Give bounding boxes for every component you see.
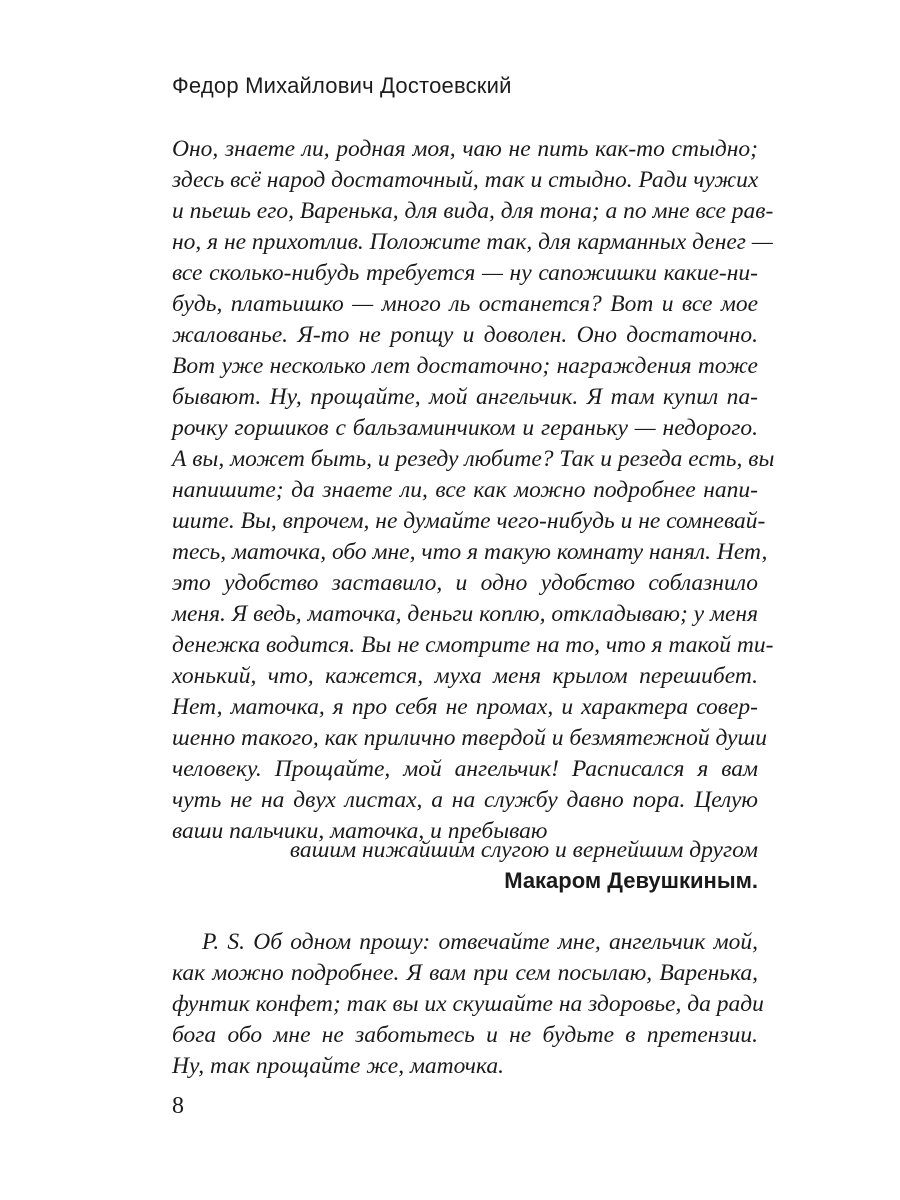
text-line: Оно, знаете ли, родная моя, чаю не пить как-то стыдно;	[172, 136, 758, 162]
text-line: здесь всё народ достаточный, так и стыдно. Ради чужих	[172, 167, 759, 193]
text-line: шите. Вы, впрочем, не думайте чего-нибудь и не сомневай-	[172, 508, 766, 534]
text-line: P. S. Об одном прошу: отвечайте мне, ангельчик мой,	[202, 929, 758, 955]
text-line: чуть не на двух листах, а на службу давно пора. Целую	[172, 787, 758, 813]
text-line: Ну, так прощайте же, маточка.	[172, 1053, 505, 1079]
text-line: хонький, что, кажется, муха меня крылом перешибет.	[172, 663, 758, 689]
text-line: как можно подробнее. Я вам при сем посылаю, Варенька,	[172, 960, 758, 986]
postscript	[172, 927, 764, 1082]
letter-body	[172, 134, 775, 847]
text-line: все сколько-нибудь требуется — ну сапожишки какие-ни-	[172, 260, 758, 286]
running-head-author: Федор Михайлович Достоевский	[172, 73, 512, 98]
text-line: бога обо мне не заботьтесь и не будьте в претензии.	[172, 1022, 758, 1048]
text-line: бывают. Ну, прощайте, мой ангельчик. Я там купил па-	[172, 384, 758, 410]
text-line: человеку. Прощайте, мой ангельчик! Расписался я вам	[172, 756, 758, 782]
text-line: Вот уже несколько лет достаточно; награждения тоже	[172, 353, 758, 379]
text-line: напишите; да знаете ли, все как можно подробнее напи-	[172, 477, 758, 503]
page-number: 8	[172, 1093, 184, 1119]
text-line: и пьешь его, Варенька, для вида, для тона; а по мне все рав-	[172, 198, 774, 224]
text-line: денежка водится. Вы не смотрите на то, что я такой ти-	[172, 632, 774, 658]
text-line: меня. Я ведь, маточка, деньги коплю, откладываю; у меня	[172, 601, 758, 627]
text-line: А вы, может быть, и резеду любите? Так и резеда есть, вы	[172, 446, 775, 472]
text-line: шенно такого, как прилично твердой и безмятежной души	[172, 725, 767, 751]
text-line: жалованье. Я-то не ропщу и доволен. Оно достаточно.	[172, 322, 758, 348]
signature-name: Макаром Девушкиным.	[504, 868, 758, 893]
text-line: рочку горшиков с бальзаминчиком и гераньку — недорого.	[172, 415, 758, 441]
text-line: Нет, маточка, я про себя не промах, и характера совер-	[172, 694, 758, 720]
text-line: будь, платьишко — много ль останется? Вот и все мое	[172, 291, 758, 317]
text-line: тесь, маточка, обо мне, что я такую комнату нанял. Нет,	[172, 539, 768, 565]
text-line: фунтик конфет; так вы их скушайте на здоровье, да ради	[172, 991, 764, 1017]
signature-closing: вашим нижайшим слугою и вернейшим другом	[289, 837, 758, 863]
text-line: это удобство заставило, и одно удобство соблазнило	[172, 570, 758, 596]
text-line: ваши пальчики, маточка, и пребываю	[172, 818, 548, 844]
text-line: но, я не прихотлив. Положите так, для карманных денег —	[172, 229, 773, 255]
